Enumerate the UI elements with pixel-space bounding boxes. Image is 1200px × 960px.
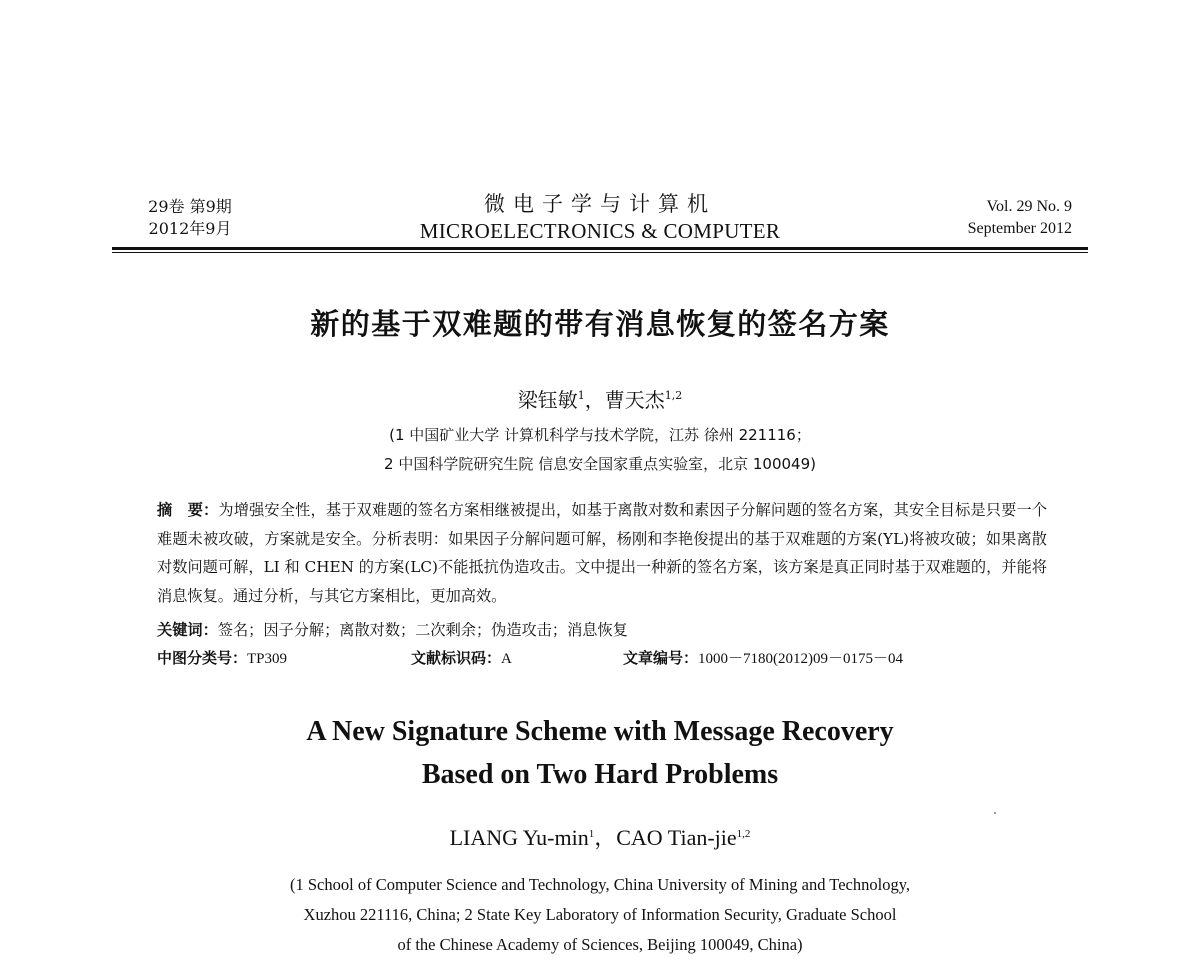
authors-en	[0, 821, 1200, 852]
author-name: CAO Tian-jie	[616, 825, 737, 850]
article-no-label: 文章编号：	[623, 649, 699, 667]
title-line: Based on Two Hard Problems	[421, 759, 779, 790]
author-separator: ，	[594, 825, 617, 850]
author-name: 曹天杰	[604, 388, 665, 412]
header-journal	[400, 190, 800, 244]
clc-value: TP309	[247, 651, 288, 667]
author-separator: ，	[584, 388, 605, 412]
affiliation-line: of the Chinese Academy of Sciences, Beijing 100049, China)	[397, 935, 803, 954]
author-affil-mark: 1,2	[736, 828, 751, 840]
header-volume-en	[902, 196, 1072, 240]
author-name: LIANG Yu-min	[449, 825, 589, 850]
author-affil-mark: 1	[577, 389, 585, 402]
paper-title-cn: 新的基于双难题的带有消息恢复的签名方案	[310, 307, 890, 341]
document-code	[411, 646, 512, 671]
abstract-cn	[157, 496, 1047, 610]
clc-label: 中图分类号：	[157, 649, 248, 667]
title-line: A New Signature Scheme with Message Recovery	[306, 716, 894, 747]
affiliation-line: Xuzhou 221116, China; 2 State Key Laboratory of Information Security, Graduate School	[303, 905, 897, 924]
header-rule-thick	[112, 247, 1088, 250]
author-affil-mark: 1,2	[664, 389, 683, 402]
header-volume-cn	[130, 196, 250, 240]
scan-speck	[994, 812, 996, 814]
author-affil-mark: 1	[588, 828, 595, 840]
article-number	[623, 646, 903, 671]
authors-cn	[0, 384, 1200, 413]
date-en: September 2012	[967, 220, 1072, 237]
keywords-cn	[157, 616, 1047, 644]
doc-code-value: A	[501, 651, 512, 667]
affiliation-line: (1 School of Computer Science and Technology, China University of Mining and Technology,	[290, 875, 910, 894]
author-name: 梁钰敏	[517, 388, 578, 412]
journal-name-en: MICROELECTRONICS & COMPUTER	[419, 219, 781, 243]
header-rule-thin	[112, 252, 1088, 253]
date-cn: 2012年9月	[148, 219, 232, 238]
volume-issue-en: Vol. 29 No. 9	[986, 198, 1072, 215]
affiliation-line: (1 中国矿业大学 计算机科学与技术学院，江苏 徐州 221116；	[389, 426, 811, 444]
paper-title-en	[0, 710, 1200, 796]
affiliations-cn	[0, 421, 1200, 479]
abstract-label: 摘 要：	[157, 501, 219, 519]
article-no-value: 1000－7180(2012)09－0175－04	[698, 651, 904, 667]
affiliation-line: 2 中国科学院研究生院 信息安全国家重点实验室，北京 100049)	[384, 455, 816, 473]
journal-name-cn: 微电子学与计算机	[484, 192, 716, 216]
volume-issue-cn: 29卷 第9期	[148, 197, 232, 216]
doc-code-label: 文献标识码：	[411, 649, 502, 667]
keywords-text: 签名；因子分解；离散对数；二次剩余；伪造攻击；消息恢复	[217, 621, 628, 639]
abstract-text: 为增强安全性，基于双难题的签名方案相继被提出，如基于离散对数和素因子分解问题的签名方案，其安全目标是只要一个难题未被攻破，方案就是安全。分析表明：如果因子分解问题可解，杨刚和李艳俊提出的基于双难题的方案(YL)将被攻破；如果离散对数问题可解，LI 和 CHEN 的方案(LC)不能抵抗伪造攻击。文中提出一种新的签名方案，该方案是真正同时基于双难题的，并能将消息恢复。通过分析，与其它方案相比，更加高效。	[157, 501, 1048, 605]
clc-number	[157, 646, 287, 671]
keywords-label: 关键词：	[157, 621, 218, 639]
